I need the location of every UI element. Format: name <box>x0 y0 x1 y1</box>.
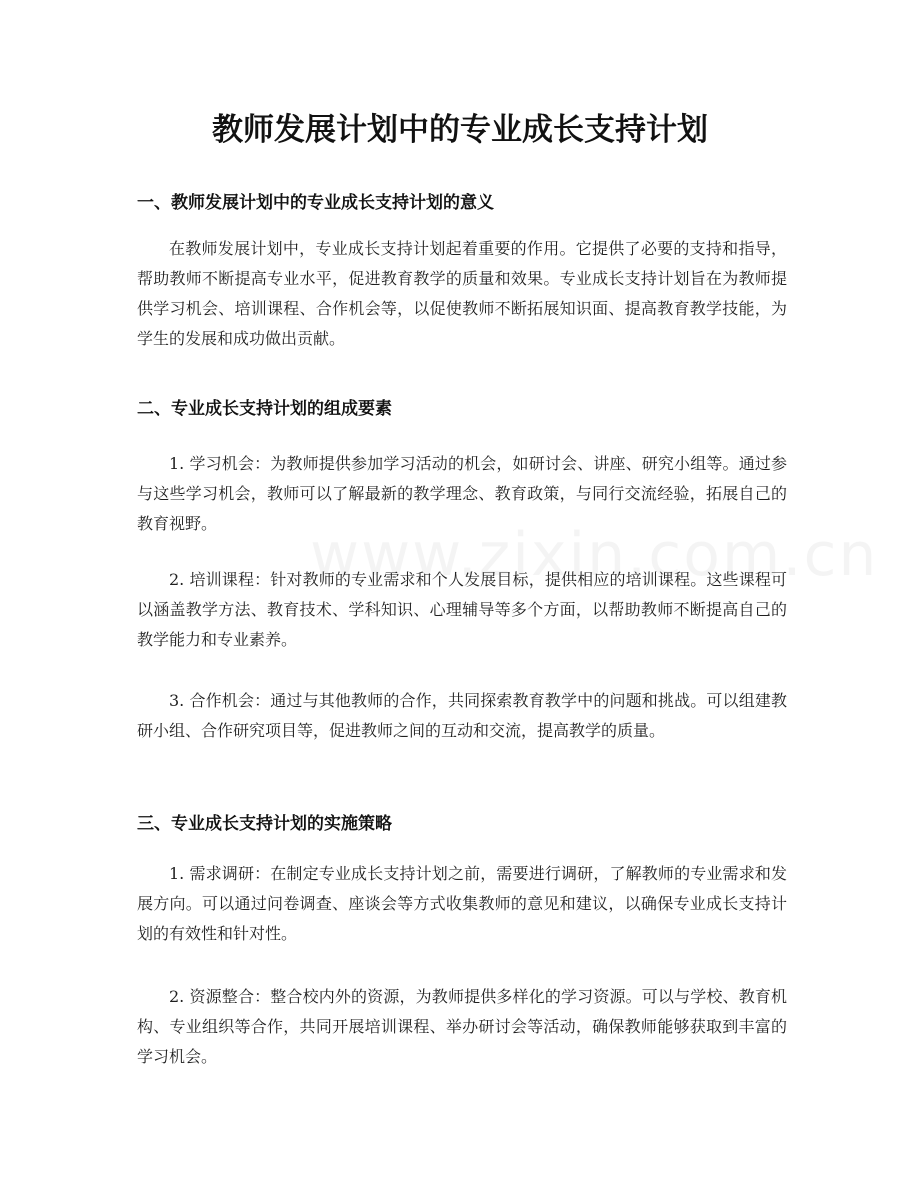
section-2-paragraph-2: 2. 培训课程：针对教师的专业需求和个人发展目标，提供相应的培训课程。这些课程可以涵盖教学方法、教育技术、学科知识、心理辅导等多个方面，以帮助教师不断提高自己的教学能力和专业素养。 <box>137 570 787 649</box>
section-heading-3: 三、专业成长支持计划的实施策略 <box>137 814 392 834</box>
section-2-paragraph-3: 3. 合作机会：通过与其他教师的合作，共同探索教育教学中的问题和挑战。可以组建教研小组、合作研究项目等，促进教师之间的互动和交流，提高教学的质量。 <box>137 691 787 740</box>
section-1-paragraph-1: 在教师发展计划中，专业成长支持计划起着重要的作用。它提供了必要的支持和指导，帮助教师不断提高专业水平，促进教育教学的质量和效果。专业成长支持计划旨在为教师提供学习机会、培训课程、合作机会等，以促使教师不断拓展知识面、提高教育教学技能，为学生的发展和成功做出贡献。 <box>137 239 787 348</box>
section-3-paragraph-2: 2. 资源整合：整合校内外的资源，为教师提供多样化的学习资源。可以与学校、教育机构、专业组织等合作，共同开展培训课程、举办研讨会等活动，确保教师能够获取到丰富的学习机会。 <box>137 987 787 1066</box>
document-title: 教师发展计划中的专业成长支持计划 <box>212 112 708 148</box>
section-2-paragraph-1: 1. 学习机会：为教师提供参加学习活动的机会，如研讨会、讲座、研究小组等。通过参与这些学习机会，教师可以了解最新的教学理念、教育政策，与同行交流经验，拓展自己的教育视野。 <box>137 454 787 533</box>
section-3-paragraph-1: 1. 需求调研：在制定专业成长支持计划之前，需要进行调研，了解教师的专业需求和发展方向。可以通过问卷调查、座谈会等方式收集教师的意见和建议，以确保专业成长支持计划的有效性和针对性。 <box>137 864 787 943</box>
section-heading-1: 一、教师发展计划中的专业成长支持计划的意义 <box>137 193 494 213</box>
section-heading-2: 二、专业成长支持计划的组成要素 <box>137 399 392 419</box>
